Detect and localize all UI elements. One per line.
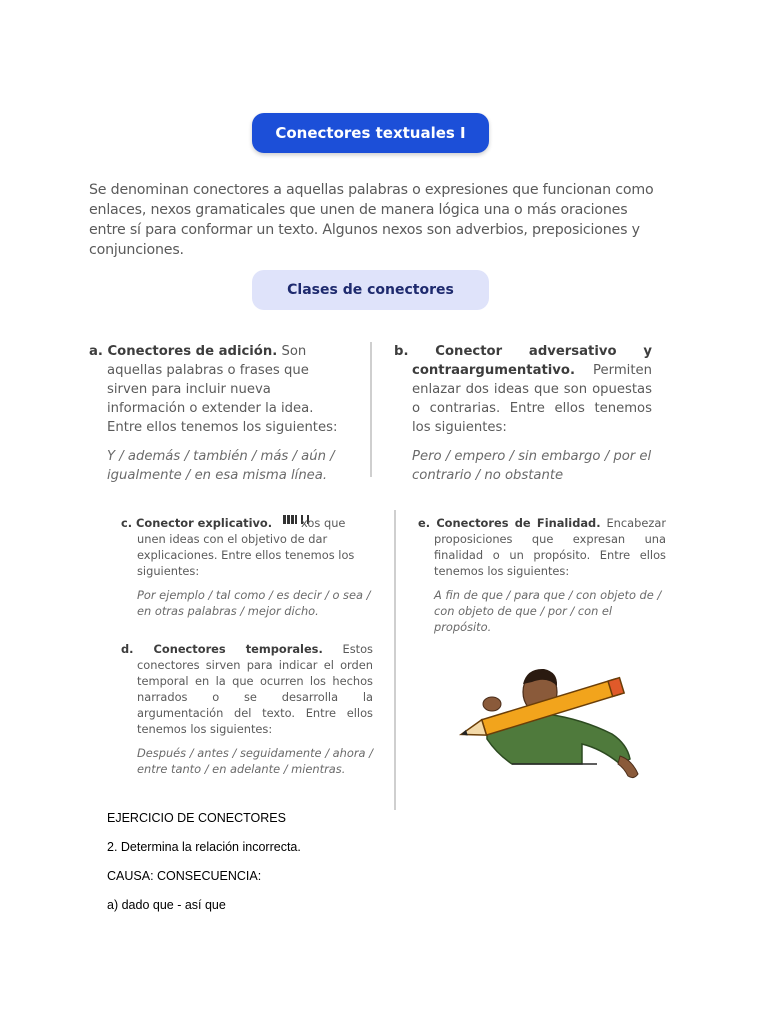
- section-examples: Después / antes / seguidamente / ahora / entre tanto / en adelante / mientras.: [137, 746, 373, 776]
- section-heading: d. Conectores temporales.: [121, 642, 323, 656]
- section-heading: c. Conector explicativo.: [121, 516, 273, 530]
- page-title: Conectores textuales I: [275, 124, 466, 142]
- exercise-relation: CAUSA: CONSECUENCIA:: [107, 869, 262, 883]
- section-heading: b. Conector adversativo y contraargumentativo.: [394, 344, 652, 378]
- section-examples: Por ejemplo / tal como / es decir / o sea / en otras palabras / mejor dicho.: [137, 588, 371, 618]
- section-heading: e. Conectores de Finalidad.: [418, 516, 601, 530]
- section-body: Son aquellas palabras o frases que sirven para incluir nueva información o extender la idea. Entre ellos tenemos los siguientes:: [107, 344, 338, 435]
- section-adicion: [89, 342, 351, 485]
- section-finalidad: [418, 515, 666, 635]
- section-examples: A fin de que / para que / con objeto de / con objeto de que / por / con el propósito.: [434, 588, 662, 634]
- section-body: Estos conectores sirven para indicar el orden temporal en la que ocurren los hechos narrados o se desarrolla la argumentación del texto. Entre ellos tenemos los siguientes:: [137, 642, 373, 736]
- section-title: Clases de conectores: [287, 282, 454, 298]
- exercise-title: EJERCICIO DE CONECTORES: [107, 811, 286, 825]
- section-heading: a. Conectores de adición.: [89, 344, 278, 359]
- section-body: Permiten enlazar dos ideas que son opuestas o contrarias. Entre ellos tenemos los siguientes:: [412, 363, 652, 435]
- section-adversativo: [394, 342, 652, 485]
- section-body: Encabezar proposiciones que expresan una finalidad o un propósito. Entre ellos tenemos los siguientes:: [434, 516, 666, 578]
- section-body: xos que unen ideas con el objetivo de dar explicaciones. Entre ellos tenemos los siguientes:: [137, 516, 358, 578]
- section-examples: Y / además / también / más / aún / igualmente / en esa misma línea.: [107, 449, 335, 483]
- student-pencil-illustration: [452, 664, 647, 784]
- exercise-question: 2. Determina la relación incorrecta.: [107, 840, 301, 854]
- section-examples: Pero / empero / sin embargo / por el contrario / no obstante: [412, 449, 652, 483]
- title-banner: [252, 113, 489, 153]
- column-divider-lower: [394, 510, 396, 810]
- exercise-section: [107, 810, 667, 926]
- subtitle-banner: [252, 270, 489, 310]
- column-divider: [370, 342, 372, 477]
- exercise-option-a: a) dado que - así que: [107, 898, 226, 912]
- section-temporales: [121, 641, 373, 777]
- intro-paragraph: Se denominan conectores a aquellas palabras o expresiones que funcionan como enlaces, nexos gramaticales que unen de manera lógica una o más oraciones entre sí para conformar un texto. Algunos nexos son adverbios, preposiciones y conjunciones.: [89, 182, 654, 258]
- section-explicativo: [121, 515, 373, 619]
